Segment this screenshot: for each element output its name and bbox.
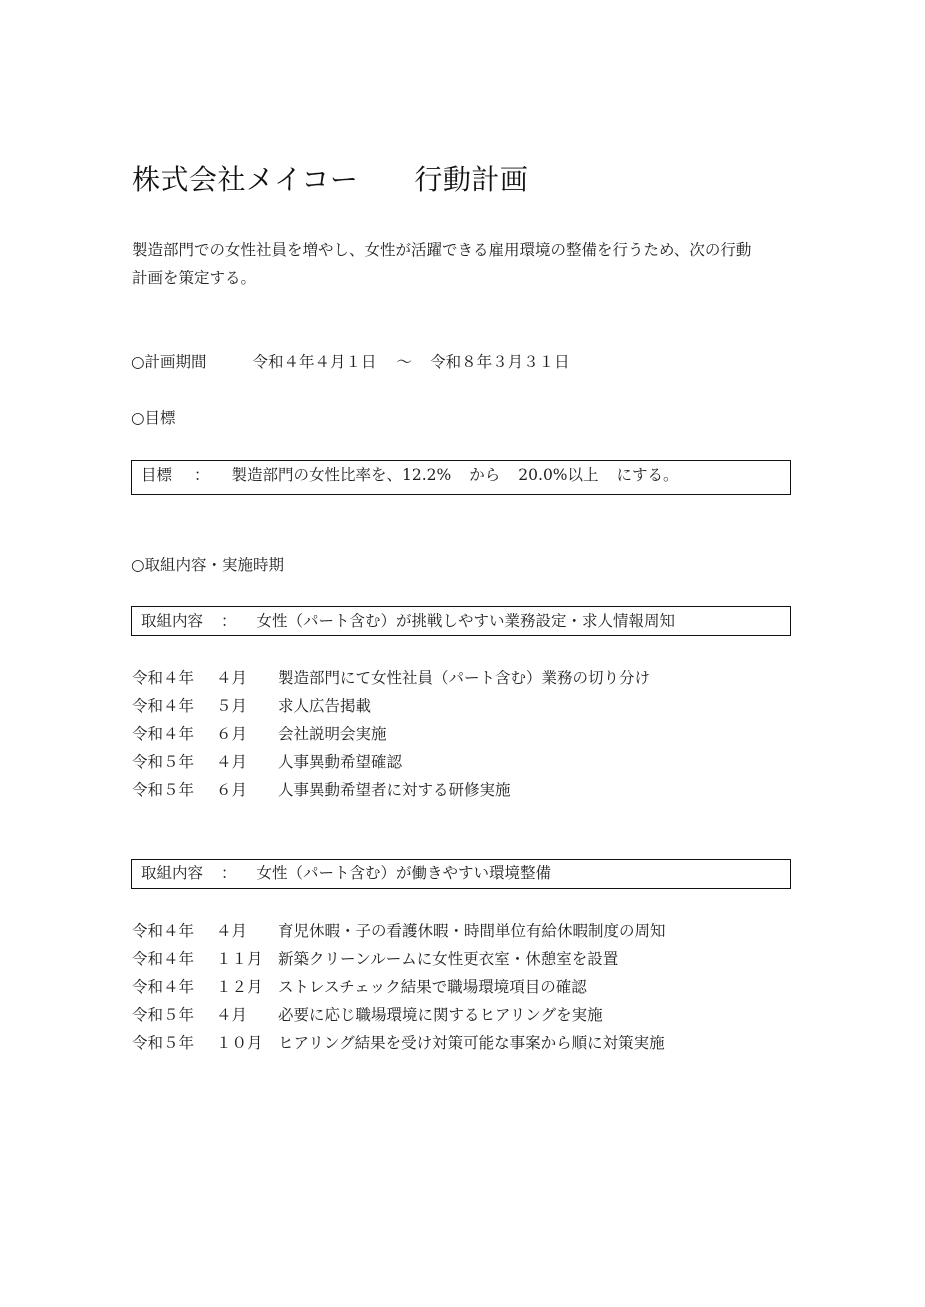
schedule-month: ６月 bbox=[216, 725, 248, 743]
goal-box bbox=[131, 460, 791, 495]
goal-heading: ○目標 bbox=[131, 409, 176, 427]
schedule-item bbox=[132, 722, 650, 750]
effort-schedule-list bbox=[132, 919, 666, 1059]
schedule-item bbox=[132, 1003, 666, 1031]
effort-schedule-list bbox=[132, 666, 650, 806]
effort-box bbox=[131, 606, 791, 636]
schedule-task: 必要に応じ職場環境に関するヒアリングを実施 bbox=[278, 1006, 603, 1024]
schedule-month: ４月 bbox=[216, 753, 248, 771]
schedule-task: 新築クリーンルームに女性更衣室・休憩室を設置 bbox=[278, 950, 619, 968]
schedule-month: ４月 bbox=[216, 1006, 248, 1024]
effort-title: 女性（パート含む）が挑戦しやすい業務設定・求人情報周知 bbox=[256, 612, 676, 630]
schedule-year: 令和５年 bbox=[132, 753, 195, 771]
effort-colon: ： bbox=[221, 612, 237, 630]
schedule-item bbox=[132, 1031, 666, 1059]
goal-target: 20.0%以上 bbox=[518, 466, 599, 484]
schedule-year: 令和４年 bbox=[132, 978, 195, 996]
page-title bbox=[132, 160, 528, 200]
efforts-heading: ○取組内容・実施時期 bbox=[131, 556, 285, 574]
plan-subject: 行動計画 bbox=[414, 163, 529, 196]
company-name: 株式会社メイコー bbox=[132, 163, 359, 196]
schedule-year: 令和４年 bbox=[132, 697, 195, 715]
intro-paragraph bbox=[132, 236, 797, 292]
schedule-month: ４月 bbox=[216, 922, 248, 940]
schedule-year: 令和５年 bbox=[132, 781, 195, 799]
schedule-month: １２月 bbox=[216, 978, 263, 996]
plan-period-end: 令和８年３月３１日 bbox=[430, 353, 570, 371]
effort-title: 女性（パート含む）が働きやすい環境整備 bbox=[256, 864, 552, 882]
effort-label: 取組内容 bbox=[141, 864, 204, 882]
schedule-month: １１月 bbox=[216, 950, 263, 968]
schedule-year: 令和４年 bbox=[132, 669, 195, 687]
plan-period-row bbox=[131, 351, 570, 373]
schedule-year: 令和５年 bbox=[132, 1034, 195, 1052]
schedule-item bbox=[132, 694, 650, 722]
goal-from-word: から bbox=[469, 466, 501, 484]
intro-line: 計画を策定する。 bbox=[132, 269, 257, 287]
schedule-month: ６月 bbox=[216, 781, 248, 799]
schedule-task: ヒアリング結果を受け対策可能な事案から順に対策実施 bbox=[278, 1034, 665, 1052]
effort-label: 取組内容 bbox=[141, 612, 204, 630]
schedule-item bbox=[132, 778, 650, 806]
schedule-item bbox=[132, 919, 666, 947]
effort-colon: ： bbox=[221, 864, 237, 882]
schedule-task: 求人広告掲載 bbox=[278, 697, 372, 715]
schedule-task: 製造部門にて女性社員（パート含む）業務の切り分け bbox=[278, 669, 651, 687]
schedule-task: 育児休暇・子の看護休暇・時間単位有給休暇制度の周知 bbox=[278, 922, 666, 940]
schedule-item bbox=[132, 750, 650, 778]
schedule-year: 令和４年 bbox=[132, 950, 195, 968]
schedule-item bbox=[132, 666, 650, 694]
schedule-task: 会社説明会実施 bbox=[278, 725, 387, 743]
schedule-item bbox=[132, 975, 666, 1003]
schedule-task: 人事異動希望確認 bbox=[278, 753, 403, 771]
plan-period-separator: ～ bbox=[396, 353, 413, 371]
schedule-year: 令和４年 bbox=[132, 725, 195, 743]
goal-colon: ： bbox=[194, 466, 210, 484]
goal-suffix: にする。 bbox=[616, 466, 679, 484]
effort-box bbox=[131, 859, 791, 889]
schedule-item bbox=[132, 947, 666, 975]
schedule-month: ４月 bbox=[216, 669, 248, 687]
goal-label: 目標 bbox=[141, 466, 173, 484]
schedule-month: １０月 bbox=[216, 1034, 263, 1052]
schedule-month: ５月 bbox=[216, 697, 248, 715]
plan-period-start: 令和４年４月１日 bbox=[252, 353, 377, 371]
intro-line: 製造部門での女性社員を増やし、女性が活躍できる雇用環境の整備を行うため、次の行動 bbox=[132, 241, 752, 259]
schedule-task: 人事異動希望者に対する研修実施 bbox=[278, 781, 511, 799]
goal-text: 製造部門の女性比率を、12.2% bbox=[231, 466, 452, 484]
plan-period-heading: ○計画期間 bbox=[131, 353, 207, 371]
schedule-year: 令和５年 bbox=[132, 1006, 195, 1024]
schedule-task: ストレスチェック結果で職場環境項目の確認 bbox=[278, 978, 587, 996]
schedule-year: 令和４年 bbox=[132, 922, 195, 940]
